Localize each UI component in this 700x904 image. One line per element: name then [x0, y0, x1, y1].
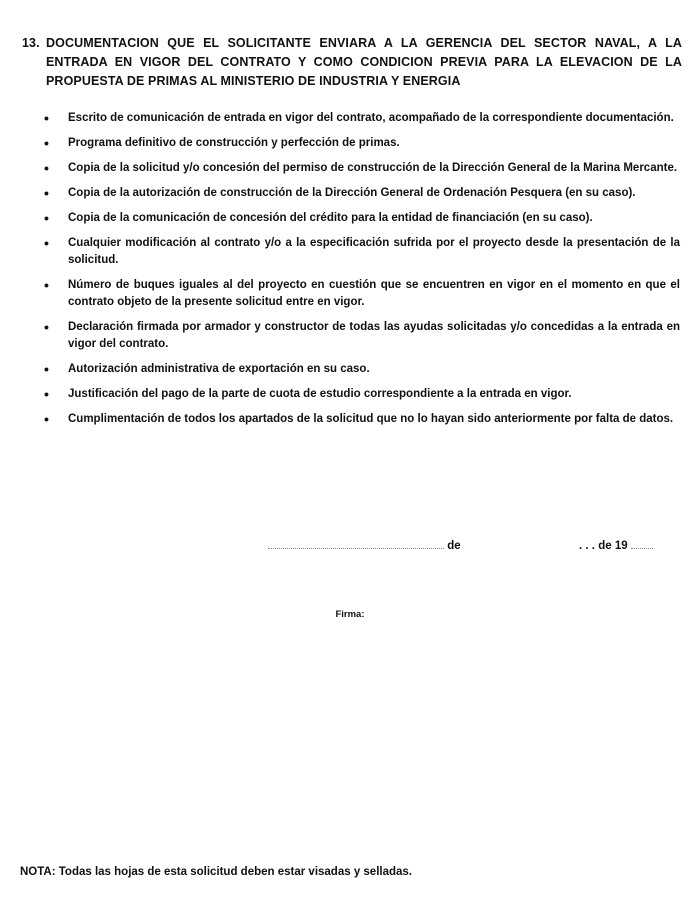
- list-item-text: Programa definitivo de construcción y perfección de primas.: [68, 137, 400, 149]
- bullet-icon: •: [44, 319, 49, 335]
- list-item: [44, 210, 680, 227]
- section-heading: [22, 34, 682, 91]
- bullet-icon: •: [44, 361, 49, 377]
- document-list: [44, 110, 680, 436]
- list-item: [44, 411, 680, 428]
- place-blank[interactable]: [268, 538, 444, 549]
- date-line: [268, 538, 678, 552]
- list-item: [44, 361, 680, 378]
- list-item: [44, 185, 680, 202]
- bullet-icon: •: [44, 411, 49, 427]
- list-item: [44, 386, 680, 403]
- bullet-icon: •: [44, 386, 49, 402]
- list-item-text: Copia de la autorización de construcción de la Dirección General de Ordenación Pesquera (en su caso).: [68, 187, 636, 199]
- bullet-icon: •: [44, 135, 49, 151]
- list-item-text: Escrito de comunicación de entrada en vigor del contrato, acompañado de la correspondiente documentación.: [68, 112, 674, 124]
- note-text: NOTA: Todas las hojas de esta solicitud deben estar visadas y selladas.: [20, 866, 412, 878]
- list-item-text: Cualquier modificación al contrato y/o a la especificación sufrida por el proyecto desde la presentación de la solicitud.: [68, 237, 680, 266]
- signature-label: Firma:: [335, 609, 365, 620]
- date-year-label: . . . de 19: [579, 540, 628, 552]
- list-item: [44, 135, 680, 152]
- list-item-text: Copia de la comunicación de concesión del crédito para la entidad de financiación (en su caso).: [68, 212, 593, 224]
- list-item-text: Declaración firmada por armador y constructor de todas las ayudas solicitadas y/o concedidas a la entrada en vigor del contrato.: [68, 321, 680, 350]
- section-title: DOCUMENTACION QUE EL SOLICITANTE ENVIARA A LA GERENCIA DEL SECTOR NAVAL, A LA ENTRADA EN VIGOR DEL CONTRATO Y COMO CONDICION PREVIA PARA LA ELEVACION DE LA PROPUESTA DE PRIMAS AL MINISTERIO DE INDUSTRIA Y ENERGIA: [46, 36, 682, 88]
- list-item: [44, 319, 680, 353]
- list-item: [44, 235, 680, 269]
- list-item-text: Justificación del pago de la parte de cuota de estudio correspondiente a la entrada en vigor.: [68, 388, 572, 400]
- list-item-text: Autorización administrativa de exportación en su caso.: [68, 363, 370, 375]
- bullet-icon: •: [44, 210, 49, 226]
- list-item-text: Copia de la solicitud y/o concesión del permiso de construcción de la Dirección General de la Marina Mercante.: [68, 162, 678, 174]
- year-blank[interactable]: [631, 538, 653, 549]
- list-item: [44, 110, 680, 127]
- bullet-icon: •: [44, 160, 49, 176]
- section-number: 13.: [22, 36, 40, 50]
- list-item-text: Número de buques iguales al del proyecto en cuestión que se encuentren en vigor en el momento en que el contrato objeto de la presente solicitud entre en vigor.: [68, 279, 680, 308]
- bullet-icon: •: [44, 185, 49, 201]
- list-item-text: Cumplimentación de todos los apartados de la solicitud que no lo hayan sido anteriormente por falta de datos.: [68, 413, 674, 425]
- date-de-label: de: [447, 540, 461, 552]
- list-item: [44, 160, 680, 177]
- bullet-icon: •: [44, 110, 49, 126]
- list-item: [44, 277, 680, 311]
- bullet-icon: •: [44, 235, 49, 251]
- day-month-blank[interactable]: [464, 538, 576, 549]
- bullet-icon: •: [44, 277, 49, 293]
